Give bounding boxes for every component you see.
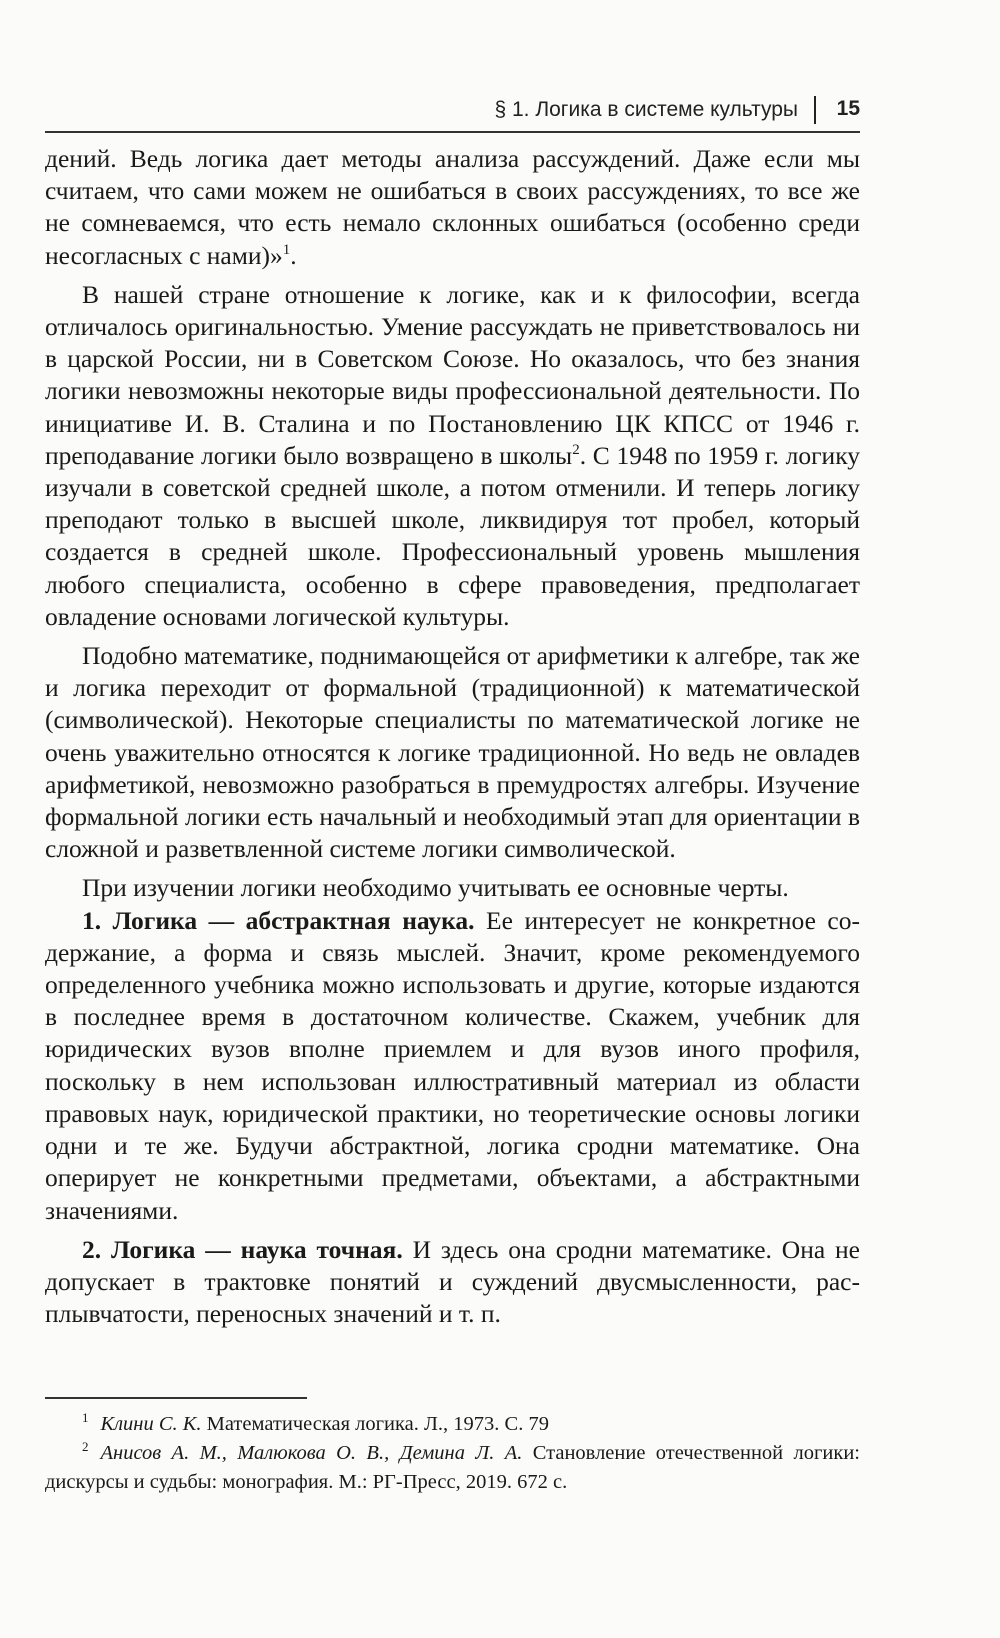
paragraph-3: Подобно математике, поднимающейся от арифметики к алгебре, так же и логика переходит от формальной (традиционной) к математической (символической). Некоторые специалисты по математической логике не очень уважительно относятся к логике традиционной. Но ведь не овладев арифметикой, невозможно разобраться в премудростях алгебры. Изучение формальной логики есть начальный и необходимый этап для ориентации в сложной и разветвленной системе логики символической. xyxy=(45,641,860,864)
footnote-ref-2: 2 xyxy=(572,441,580,458)
paragraph-5: 1. Логика — абстрактная наука. Ее интересует не конкретное содержание, а форма и связь мыслей. Значит, кроме рекомендуемого определенного учебника можно использовать и другие, которые издаются в последнее время в достаточном количестве. Скажем, учебник для юридических вузов вполне приемлем и для вузов иного профиля, поскольку в нем использован иллюстративный материал из области правовых наук, юридической практики, но теоретические основы логики одни и те же. Будучи абстрактной, логика сродни математике. Она оперирует не конкретными предметами, объектами, а абстрактными значениями. xyxy=(45,905,860,1225)
footnote-authors: Анисов А. М., Малюкова О. В., Демина Л. А. xyxy=(100,1442,523,1464)
feature-heading-1: 1. Логика — абстрактная наука. xyxy=(82,905,475,935)
paragraph-6: 2. Логика — наука точная. И здесь она сродни математике. Она не допускает в трактовке понятий и суждений двусмысленности, расплывчатости, переносных значений и т. п. xyxy=(45,1234,860,1329)
footnotes xyxy=(45,1410,860,1497)
footnote-rule xyxy=(45,1397,307,1399)
header-rule xyxy=(45,131,860,133)
footnote-authors: Клини С. К. xyxy=(100,1413,202,1435)
header-separator xyxy=(814,96,816,124)
footnote-2: $^2$ Анисов А. М., Малюкова О. В., Демина Л. А. Становление отечественной логики: дискурсы и судьбы: монография. М.: РГ-Пресс, 2019. 672 с. xyxy=(45,1439,860,1493)
main-text xyxy=(45,143,860,1330)
running-title: § 1. Логика в системе культуры xyxy=(494,98,798,121)
footnote-ref-1: 1 xyxy=(282,241,291,258)
feature-heading-2: 2. Логика — наука точная. xyxy=(82,1234,403,1264)
page-number: 15 xyxy=(836,97,860,120)
footnote-1: $^1$ Клини С. К. Математическая логика. Л., 1973. С. 79 xyxy=(82,1410,549,1435)
running-header xyxy=(45,96,860,126)
paragraph-2: В нашей стране отношение к логике, как и к философии, всегда отличалось оригинальностью. Умение рассуждать не приветствовалось ни в царской России, ни в Советском Союзе. Но оказалось, что без знания логики невозможны некоторые виды профессиональной деятельности. По инициативе И. В. Сталина и по Постановлению ЦК КПСС от 1946 г. преподавание логики было возвращено в школы$^2$. С 1948 по 1959 г. логику изучали в советской средней школе, а потом отменили. И теперь логику преподают только в высшей школе, ликвидируя тот пробел, который создается в средней школе. Профессиональный уровень мышления любого специалиста, особенно в сфере правоведения, предполагает овладение основами логической культуры. xyxy=(45,279,860,631)
paragraph-4: При изучении логики необходимо учитывать ее основные черты. xyxy=(82,873,789,903)
paragraph-1: дений. Ведь логика дает методы анализа рассуждений. Даже если мы считаем, что сами можем не ошибаться в своих рассуждениях, то все же не сомневаемся, что есть немало склонных ошибаться (особенно среди несогласных с нами)»$^1$. xyxy=(45,144,860,270)
